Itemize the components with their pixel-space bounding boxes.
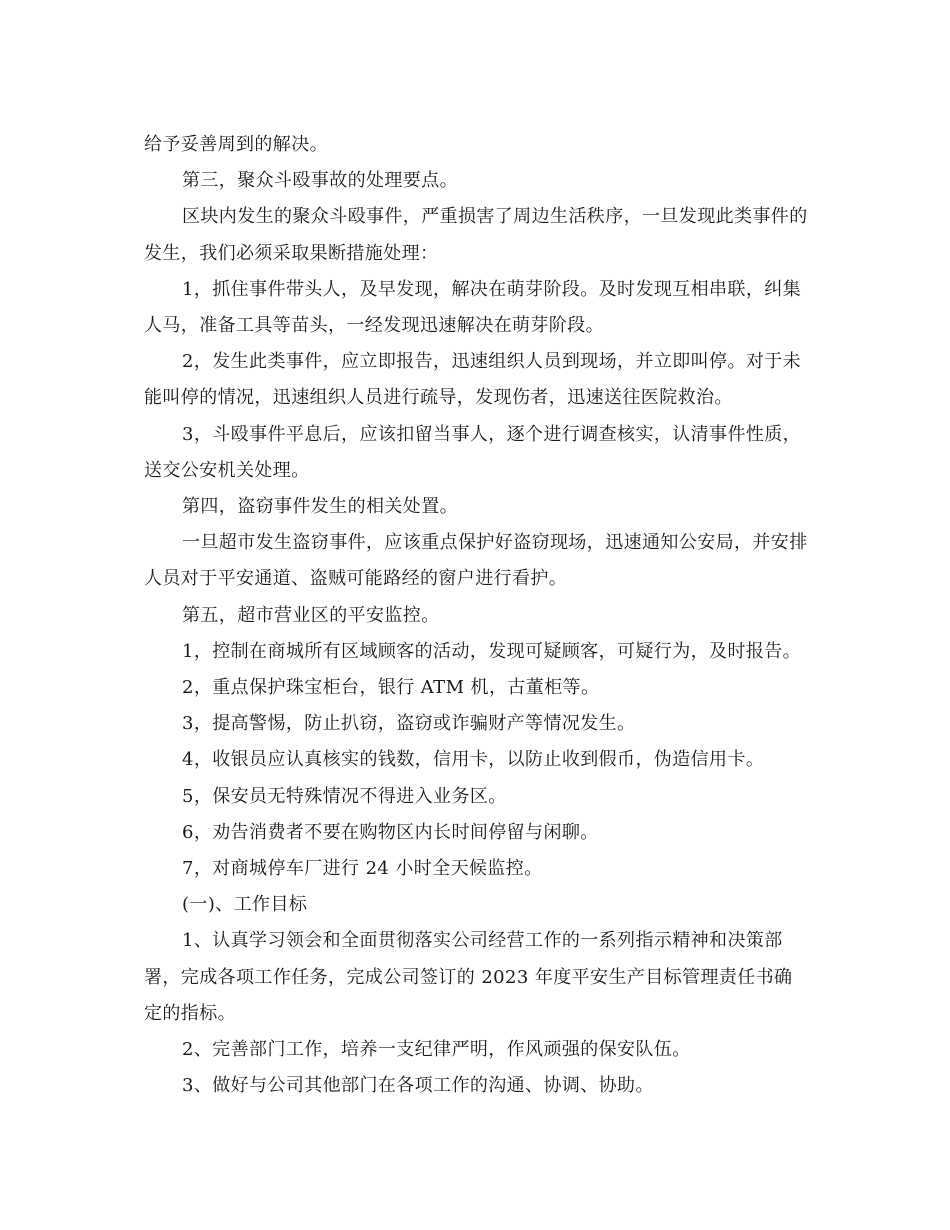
paragraph: 2、完善部门工作，培养一支纪律严明，作风顽强的保安队伍。 bbox=[182, 1039, 691, 1061]
paragraph: 7，对商城停车厂进行 24 小时全天候监控。 bbox=[182, 858, 543, 880]
paragraph: 6，劝告消费者不要在购物区内长时间停留与闲聊。 bbox=[182, 821, 599, 843]
paragraph: 给予妥善周到的解决。 bbox=[144, 134, 328, 155]
paragraph: 3，提高警惕，防止扒窃，盗窃或诈骗财产等情况发生。 bbox=[182, 713, 636, 735]
paragraph: 第四，盗窃事件发生的相关处置。 bbox=[182, 496, 458, 518]
paragraph: 区块内发生的聚众斗殴事件，严重损害了周边生活秩序，一旦发现此类事件的发生，我们必须采取果断措施处理： bbox=[144, 206, 808, 264]
paragraph: 一旦超市发生盗窃事件，应该重点保护好盗窃现场，迅速通知公安局，并安排人员对于平安通道、盗贼可能路经的窗户进行看护。 bbox=[144, 532, 808, 590]
paragraph: 3、做好与公司其他部门在各项工作的沟通、协调、协助。 bbox=[182, 1075, 654, 1097]
paragraph: 第三，聚众斗殴事故的处理要点。 bbox=[182, 170, 458, 192]
paragraph: 3，斗殴事件平息后，应该扣留当事人，逐个进行调查核实，认清事件性质，送交公安机关处理。 bbox=[144, 423, 802, 481]
paragraph: 1，控制在商城所有区域顾客的活动，发现可疑顾客，可疑行为，及时报告。 bbox=[182, 640, 802, 662]
paragraph: 1、认真学习领会和全面贯彻落实公司经营工作的一系列指示精神和决策部署，完成各项工作任务，完成公司签订的 2023 年度平安生产目标管理责任书确定的指标。 bbox=[144, 930, 793, 1024]
paragraph: 1，抓住事件带头人，及早发现，解决在萌芽阶段。及时发现互相串联，纠集人马，准备工具等苗头，一经发现迅速解决在萌芽阶段。 bbox=[144, 278, 802, 337]
document-body bbox=[144, 127, 808, 1104]
paragraph: 4，收银员应认真核实的钱数，信用卡，以防止收到假币，伪造信用卡。 bbox=[182, 749, 765, 771]
paragraph: 5，保安员无特殊情况不得进入业务区。 bbox=[182, 785, 507, 807]
paragraph: 第五，超市营业区的平安监控。 bbox=[182, 604, 440, 626]
paragraph: 2，发生此类事件，应立即报告，迅速组织人员到现场，并立即叫停。对于未能叫停的情况，迅速组织人员进行疏导，发现伤者，迅速送往医院救治。 bbox=[144, 351, 802, 409]
paragraph: (一)、工作目标 bbox=[182, 894, 308, 916]
paragraph: 2，重点保护珠宝柜台，银行 ATM 机，古董柜等。 bbox=[182, 677, 600, 699]
